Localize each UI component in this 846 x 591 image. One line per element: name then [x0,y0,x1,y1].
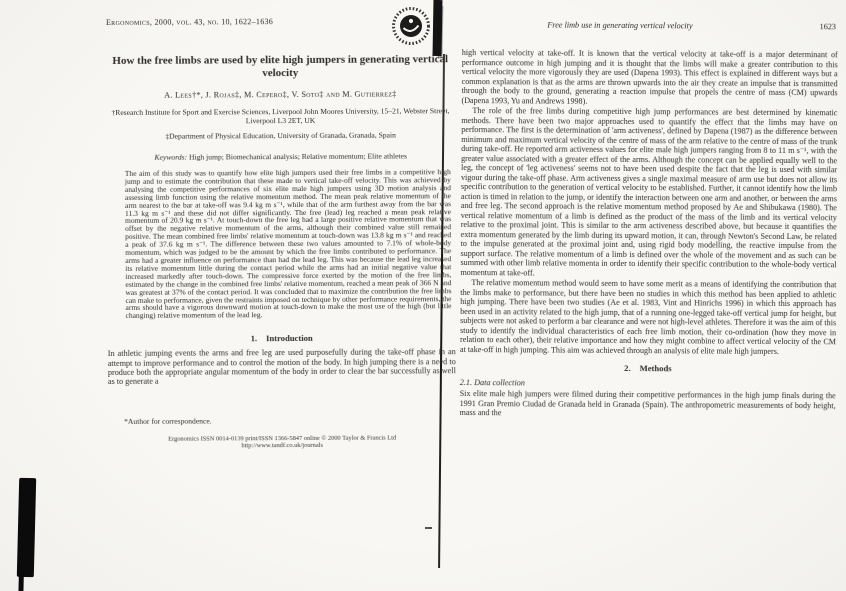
abstract-text: The aim of this study was to quantify how elite high jumpers used their free limbs in a competitive high jump and to estimate the contribution that these made to vertical take-off velocity. This was achieved by analysing the competitive performances of six elite male high jumpers using 3D motion analysis and assessing limb function using the relative momentum method. The mean peak relative momentum of the arm nearest to the bar at take-off was 9.4 kg m s⁻¹, while that of the arm furthest away from the bar was 11.3 kg m s⁻¹ and these did not differ significantly. The free (lead) leg reached a mean peak relative momentum of 20.9 kg m s⁻¹. At touch-down the free leg had a large positive relative momentum that was offset by the negative relative momentum of the arms, although their combined value still remained positive. The mean combined free limbs' relative momentum at touch-down was 13.8 kg m s⁻¹ and reached a peak of 37.6 kg m s⁻¹. The difference between these two values amounted to 7.1% of whole-body momentum, which was judged to be the amount by which the free limbs contributed to performance. The arms had a greater influence on performance than had the lead leg. This was because the lead leg increased its relative momentum little during the contact period while the arms had an initial negative value that increased markedly after touch-down. The compressive force exerted by the motion of the free limbs, estimated by the change in the combined free limbs' relative momentum, reached a mean peak of 366 N and was greatest at 37% of the contact period. It was concluded that to maximize the contribution the free limbs can make to performance, given the restraints imposed on technique by other performance requirements, the arms should have a vigorous downward motion at touch-down to make the most use of the high (but little changing) relative momentum of the lead leg. [124,167,452,321]
keywords-line [107,151,455,162]
article-title: How the free limbs are used by elite high jumpers in generating vertical velocity [112,53,449,80]
introduction-heading [108,332,456,344]
introduction-heading-label: Introduction [266,333,313,344]
imprint-footer [108,434,456,451]
methods-paragraph: Six elite male high jumpers were filmed during their competitive performances in the high jump finals during the 1991 Gran Premio Ciudad de Granada held in Granada (Spain). The anthropometric measurements of body height, mass and the [459,388,836,418]
left-page [106,16,456,451]
body-paragraph: The role of the free limbs during competitive high jump performances are best determined by kinematic methods. There have been two major approaches used to quantify the effect that the limbs may have on performance. The first is the determination of 'arm activeness', defined by Dapena (1987) as the difference between minimum and maximum vertical velocity of the centre of mass of the arm relative to the centre of mass of the trunk during take-off. He reported arm activeness values for elite male high jumpers ranging from 8 to 11 m s⁻¹, with the greater value associated with a greater effect of the arms. Although the concept can be applied equally well to the leg, the concept of 'leg activeness' seems not to have been used despite the fact that the leg is used with similar vigour during the take-off phase. Arm activeness gives a single maximal measure of arm use but does not allow its specific contribution to the generation of vertical velocity to be established. Further, it cannot identify how the limb action is timed in relation to the jump, or identify the interaction between one arm and another, or between the arms and free leg. The second approach is the relative momentum method proposed by Ae and Shibukawa (1980). The vertical relative momentum of a limb is defined as the product of the mass of the limb and its vertical velocity relative to the proximal joint. This is similar to the arm activeness described above, but because it quantifies the extra momentum generated by the limb during its upward motion, it can, through Newton's Second Law, be related to the impulse generated at the proximal joint and, using rigid body modelling, the reactive impulse from the support surface. The relative momentum of a limb is defined over the whole of the movement and as such can be summed with other limb relative momenta in order to identify their specific contribution to the whole-body vertical momentum at take-off. [460,106,838,277]
data-collection-subheading: 2.1. Data collection [459,377,525,388]
keywords-label: Keywords: [154,152,188,162]
scan-edge-black-mark [17,478,36,577]
keywords-text: High jump; Biomechanical analysis; Relative momentum; Elite athletes [189,151,407,162]
right-page [460,20,838,420]
imprint-url-line: http://www.tandf.co.uk/journals [241,442,323,450]
affiliation-1: †Research Institute for Sport and Exercise Sciences, Liverpool John Moores University, 15–21, Webster Street, Liverpool L3 2ET, UK [111,106,450,126]
author-line: A. Lees†*, J. Rojas‡, M. Cepero‡, V. Soto‡ and M. Gutierrez‡ [164,89,397,100]
affiliation-2: ‡Department of Physical Education, University of Granada, Granada, Spain [165,130,396,141]
correspondence-footnote: *Author for correspondence. [124,416,212,426]
methods-heading-label: Methods [639,363,672,374]
methods-heading-number: 2. [624,362,631,374]
body-paragraph: The relative momentum method would seem to have some merit as a means of identifying the contribution that the limbs make to performance, but there have been no studies in which this method has been applied to athletic high jumping. There have been two studies (Ae et al. 1983, Vint and Hinrichs 1996) in which this approach has been used in an activity related to the high jump, that of a running one-legged take-off vertical jump for height, but subjects were not asked to perform a bar clearance and were not high-level athletes. Therefore it was the aim of this study to identify the individual characteristics of each free limb motion, their co-ordination (how they move in relation to each other), their relative importance and how they might combine to affect vertical velocity of the CM at take-off in high jumping. This aim was achieved through an analysis of elite male high jumpers. [459,278,837,356]
introduction-paragraph: In athletic jumping events the arms and free leg are used purposefully during the take-off phase in an attempt to improve performance and to control the motion of the body. In high jumping there is a need to produce both the appropriate angular momentum of the body in order to clear the bar successfully as well as to generate a [107,347,456,387]
running-head: Free limb use in generating vertical velocity [547,20,693,31]
introduction-heading-number: 1. [250,333,258,344]
page-number: 1623 [819,22,836,32]
body-paragraph: high vertical velocity at take-off. It is known that the vertical velocity at take-off is a major determinant of performance outcome in high jumping and it is thought that the limbs will make a greater contribution to this vertical velocity the more vigorously they are used (Dapena 1993). This effect is explained in different ways but a common explanation is that as the arms are thrown upwards into the air they create an impulse that is transmitted through the body to the ground, generating a reaction impulse that propels the centre of mass (CM) upwards (Dapena 1993, Yu and Andrews 1998). [461,47,838,106]
methods-heading [460,362,836,374]
journal-citation-header: Ergonomics, 2000, vol. 43, no. 10, 1622–1636 [106,17,274,27]
right-page-header [462,20,838,34]
imprint-issn-line: Ergonomics ISSN 0014-0139 print/ISSN 1366-5847 online © 2000 Taylor & Francis Ltd [168,434,397,443]
stray-scan-mark [425,527,432,529]
